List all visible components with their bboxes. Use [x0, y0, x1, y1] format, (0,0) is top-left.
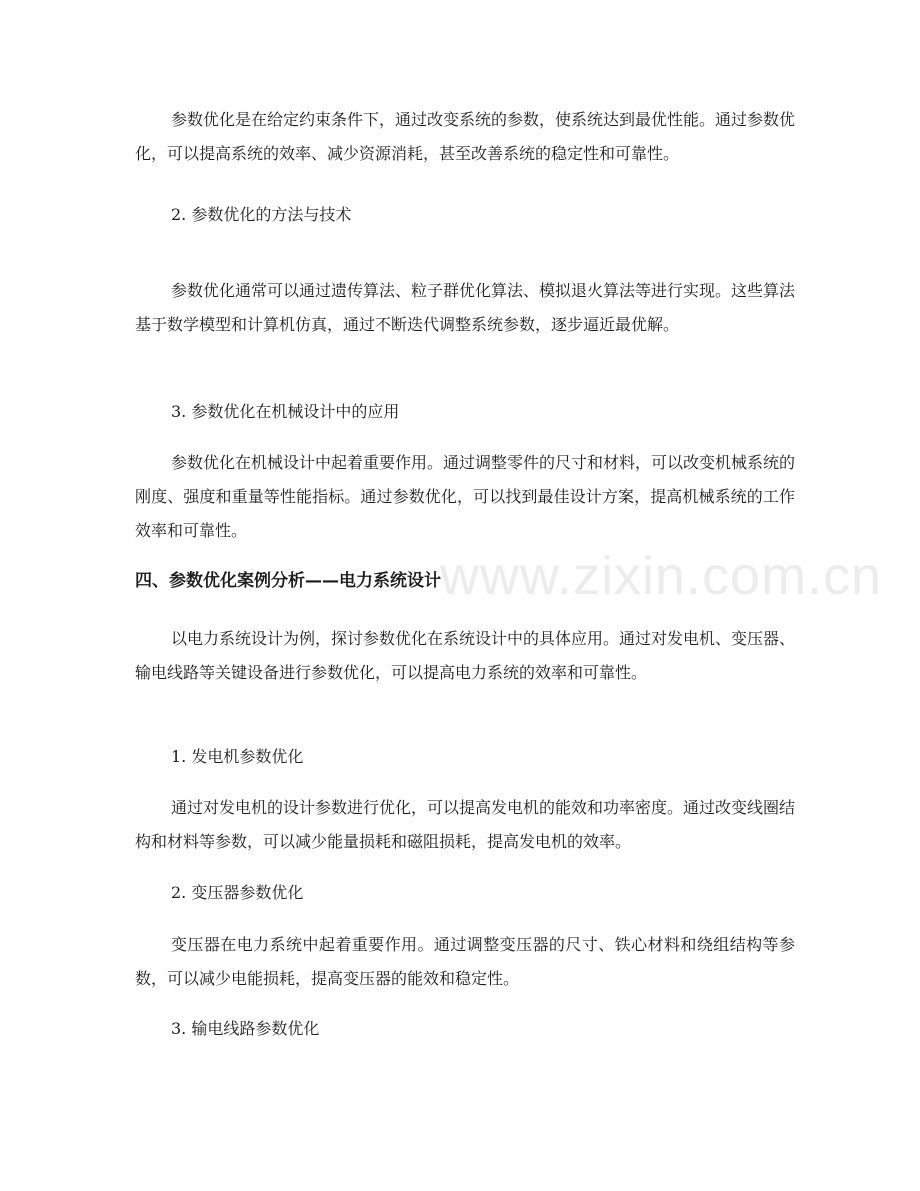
paragraph-transformer: 变压器在电力系统中起着重要作用。通过调整变压器的尺寸、铁心材料和绕组结构等参数，可以减少电能损耗，提高变压器的能效和稳定性。 [135, 935, 795, 988]
watermark: www.zixin.com.cn [440, 546, 883, 606]
paragraph-definition: 参数优化是在给定约束条件下，通过改变系统的参数，使系统达到最优性能。通过参数优化，可以提高系统的效率、减少资源消耗，甚至改善系统的稳定性和可靠性。 [135, 110, 796, 163]
subheading-transmission-line: 3. 输电线路参数优化 [171, 1019, 320, 1038]
paragraph-methods: 参数优化通常可以通过遗传算法、粒子群优化算法、模拟退火算法等进行实现。这些算法基于数学模型和计算机仿真，通过不断迭代调整系统参数，逐步逼近最优解。 [135, 281, 796, 334]
subheading-generator: 1. 发电机参数优化 [171, 747, 304, 766]
subheading-methods: 2. 参数优化的方法与技术 [171, 205, 352, 224]
paragraph-mechanical: 参数优化在机械设计中起着重要作用。通过调整零件的尺寸和材料，可以改变机械系统的刚度、强度和重量等性能指标。通过参数优化，可以找到最佳设计方案，提高机械系统的工作效率和可靠性。 [135, 453, 796, 540]
paragraph-generator: 通过对发电机的设计参数进行优化，可以提高发电机的能效和功率密度。通过改变线圈结构和材料等参数，可以减少能量损耗和磁阻损耗，提高发电机的效率。 [135, 798, 796, 851]
section-heading-case-study: 四、参数优化案例分析——电力系统设计 [135, 571, 441, 591]
paragraph-case-intro: 以电力系统设计为例，探讨参数优化在系统设计中的具体应用。通过对发电机、变压器、输电线路等关键设备进行参数优化，可以提高电力系统的效率和可靠性。 [135, 629, 796, 682]
subheading-transformer: 2. 变压器参数优化 [171, 883, 304, 902]
subheading-mechanical: 3. 参数优化在机械设计中的应用 [171, 402, 400, 421]
